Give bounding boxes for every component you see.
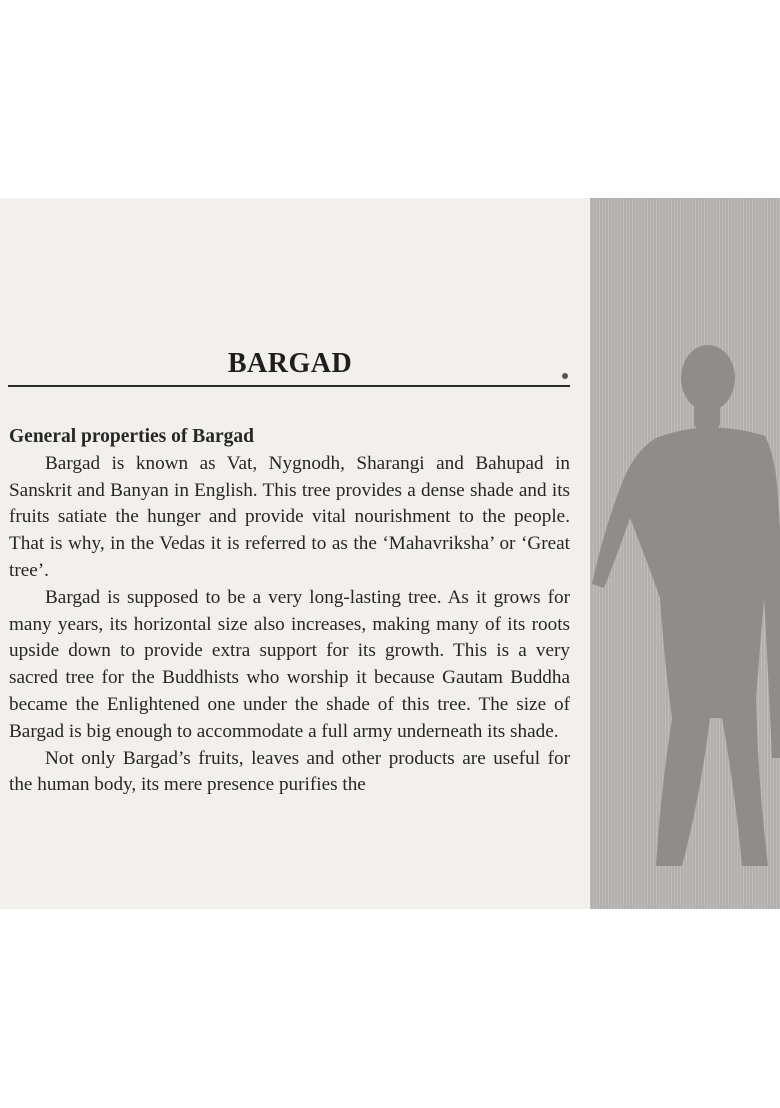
human-silhouette-icon: [590, 198, 780, 909]
body-text: [9, 424, 570, 799]
scanned-page: [0, 198, 780, 909]
section-heading: General properties of Bargad: [9, 426, 254, 447]
paragraph-3: Not only Bargad’s fruits, leaves and other products are useful for the human body, its mere presence purifies the: [9, 747, 570, 796]
title-divider: [8, 385, 570, 387]
paragraph-2: Bargad is supposed to be a very long-lasting tree. As it grows for many years, its horizontal size also increases, making many of its roots upside down to provide extra support for its growth. This is a very sacred tree for the Buddhists who worship it because Gautam Buddha became the Enlightened one under the shade of this tree. The size of Bargad is big enough to accommodate a full army underneath its shade.: [9, 586, 570, 742]
page-title: BARGAD: [227, 348, 353, 379]
ink-dot: [562, 373, 568, 379]
side-illustration-panel: [590, 198, 780, 909]
paragraph-1: Bargad is known as Vat, Nygnodh, Sharangi and Bahupad in Sanskrit and Banyan in English. This tree provides a dense shade and its fruits satiate the hunger and provide vital nourishment to the people. That is why, in the Vedas it is referred to as the ‘Mahavriksha’ or ‘Great tree’.: [9, 452, 570, 581]
